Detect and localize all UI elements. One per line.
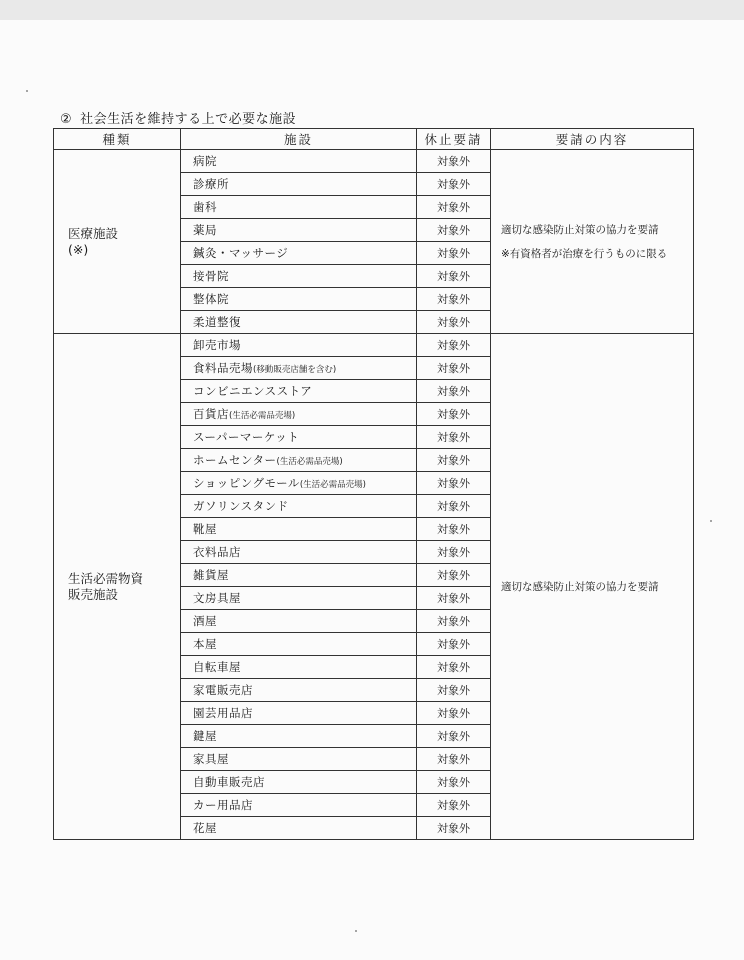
suspension-status: 対象外 bbox=[417, 196, 491, 219]
facility-name: 衣料品店 bbox=[193, 545, 241, 559]
facility-cell bbox=[181, 311, 417, 334]
facility-cell bbox=[181, 242, 417, 265]
suspension-status: 対象外 bbox=[417, 633, 491, 656]
request-content-line: 適切な感染防止対策の協力を要請 bbox=[501, 580, 659, 593]
request-content-cell bbox=[491, 150, 694, 334]
facility-cell bbox=[181, 334, 417, 357]
suspension-status: 対象外 bbox=[417, 702, 491, 725]
facility-cell bbox=[181, 495, 417, 518]
suspension-status: 対象外 bbox=[417, 357, 491, 380]
facility-name: 百貨店 bbox=[193, 407, 229, 421]
facility-note: (移動販売店舗を含む) bbox=[253, 365, 337, 375]
facility-cell bbox=[181, 725, 417, 748]
facility-name: 卸売市場 bbox=[193, 338, 241, 352]
header-facility: 施設 bbox=[181, 129, 417, 150]
facility-name: 歯科 bbox=[193, 200, 217, 214]
table-row bbox=[54, 334, 694, 357]
facility-name: スーパーマーケット bbox=[193, 430, 300, 444]
suspension-status: 対象外 bbox=[417, 725, 491, 748]
facility-name: ショッピングモール bbox=[193, 476, 300, 490]
category-line: 医療施設 bbox=[68, 225, 119, 241]
facility-cell bbox=[181, 150, 417, 173]
facility-name: 鍼灸・マッサージ bbox=[193, 246, 289, 260]
section-title bbox=[60, 108, 296, 127]
facility-cell bbox=[181, 748, 417, 771]
suspension-status: 対象外 bbox=[417, 403, 491, 426]
facility-note: (生活必需品売場) bbox=[276, 457, 343, 467]
facility-name: 花屋 bbox=[193, 821, 217, 835]
facility-cell bbox=[181, 403, 417, 426]
suspension-status: 対象外 bbox=[417, 518, 491, 541]
category-line: 生活必需物資 bbox=[68, 570, 144, 586]
facility-cell bbox=[181, 265, 417, 288]
facility-name: 薬局 bbox=[193, 223, 217, 237]
facility-name: 酒屋 bbox=[193, 614, 217, 628]
facility-cell bbox=[181, 633, 417, 656]
facility-cell bbox=[181, 518, 417, 541]
facility-name: 病院 bbox=[193, 154, 217, 168]
facility-name: 園芸用品店 bbox=[193, 706, 253, 720]
facility-note: (生活必需品売場) bbox=[299, 480, 366, 490]
suspension-status: 対象外 bbox=[417, 242, 491, 265]
suspension-status: 対象外 bbox=[417, 495, 491, 518]
suspension-status: 対象外 bbox=[417, 541, 491, 564]
suspension-status: 対象外 bbox=[417, 219, 491, 242]
facility-name: 家電販売店 bbox=[193, 683, 253, 697]
facility-cell bbox=[181, 587, 417, 610]
facility-name: 雑貨屋 bbox=[193, 568, 229, 582]
facility-name: 家具屋 bbox=[193, 752, 229, 766]
facility-cell bbox=[181, 357, 417, 380]
facility-cell bbox=[181, 380, 417, 403]
facility-cell bbox=[181, 610, 417, 633]
category-cell bbox=[54, 334, 181, 840]
section-number: ② bbox=[60, 112, 73, 127]
suspension-status: 対象外 bbox=[417, 564, 491, 587]
facility-cell bbox=[181, 173, 417, 196]
facility-cell bbox=[181, 564, 417, 587]
facility-name: コンビニエンスストア bbox=[193, 384, 313, 398]
category-cell bbox=[54, 150, 181, 334]
suspension-status: 対象外 bbox=[417, 311, 491, 334]
facility-name: 診療所 bbox=[193, 177, 229, 191]
facilities-table bbox=[53, 128, 694, 840]
suspension-status: 対象外 bbox=[417, 794, 491, 817]
facility-cell bbox=[181, 771, 417, 794]
scan-speck bbox=[26, 90, 28, 92]
facility-cell bbox=[181, 679, 417, 702]
suspension-status: 対象外 bbox=[417, 265, 491, 288]
section-title-text: 社会生活を維持する上で必要な施設 bbox=[80, 112, 297, 127]
suspension-status: 対象外 bbox=[417, 173, 491, 196]
suspension-status: 対象外 bbox=[417, 150, 491, 173]
facility-name: ガソリンスタンド bbox=[193, 499, 289, 513]
facility-note: (生活必需品売場) bbox=[229, 411, 296, 421]
suspension-status: 対象外 bbox=[417, 656, 491, 679]
facility-cell bbox=[181, 541, 417, 564]
header-content: 要請の内容 bbox=[491, 129, 694, 150]
facility-name: 鍵屋 bbox=[193, 729, 217, 743]
facility-name: カー用品店 bbox=[193, 798, 253, 812]
facility-cell bbox=[181, 817, 417, 840]
facility-cell bbox=[181, 449, 417, 472]
facility-cell bbox=[181, 219, 417, 242]
suspension-status: 対象外 bbox=[417, 748, 491, 771]
suspension-status: 対象外 bbox=[417, 449, 491, 472]
facility-name: 接骨院 bbox=[193, 269, 229, 283]
facility-name: 整体院 bbox=[193, 292, 229, 306]
request-content-line: ※有資格者が治療を行うものに限る bbox=[501, 247, 668, 260]
facility-name: 本屋 bbox=[193, 637, 217, 651]
table-row bbox=[54, 150, 694, 173]
facility-name: 自動車販売店 bbox=[193, 775, 265, 789]
suspension-status: 対象外 bbox=[417, 288, 491, 311]
facility-name: ホームセンター bbox=[193, 453, 277, 467]
facility-cell bbox=[181, 702, 417, 725]
suspension-status: 対象外 bbox=[417, 610, 491, 633]
suspension-status: 対象外 bbox=[417, 679, 491, 702]
header-type: 種類 bbox=[54, 129, 181, 150]
facility-cell bbox=[181, 196, 417, 219]
suspension-status: 対象外 bbox=[417, 334, 491, 357]
suspension-status: 対象外 bbox=[417, 771, 491, 794]
facility-name: 靴屋 bbox=[193, 522, 217, 536]
category-line: (※) bbox=[68, 241, 89, 257]
suspension-status: 対象外 bbox=[417, 380, 491, 403]
suspension-status: 対象外 bbox=[417, 817, 491, 840]
facility-name: 文房具屋 bbox=[193, 591, 241, 605]
request-content-line: 適切な感染防止対策の協力を要請 bbox=[501, 223, 659, 236]
facility-cell bbox=[181, 794, 417, 817]
scan-speck bbox=[355, 930, 357, 932]
facility-name: 食料品売場 bbox=[193, 361, 253, 375]
page-top-bar bbox=[0, 0, 744, 20]
facility-cell bbox=[181, 656, 417, 679]
facility-cell bbox=[181, 472, 417, 495]
facility-name: 柔道整復 bbox=[193, 315, 241, 329]
category-line: 販売施設 bbox=[68, 586, 119, 602]
facility-cell bbox=[181, 288, 417, 311]
request-content-cell bbox=[491, 334, 694, 840]
facility-cell bbox=[181, 426, 417, 449]
suspension-status: 対象外 bbox=[417, 426, 491, 449]
facility-name: 自転車屋 bbox=[193, 660, 241, 674]
suspension-status: 対象外 bbox=[417, 587, 491, 610]
table-header-row bbox=[54, 129, 694, 150]
table-body bbox=[54, 150, 694, 840]
suspension-status: 対象外 bbox=[417, 472, 491, 495]
scan-speck bbox=[710, 520, 712, 522]
header-suspension: 休止要請 bbox=[417, 129, 491, 150]
